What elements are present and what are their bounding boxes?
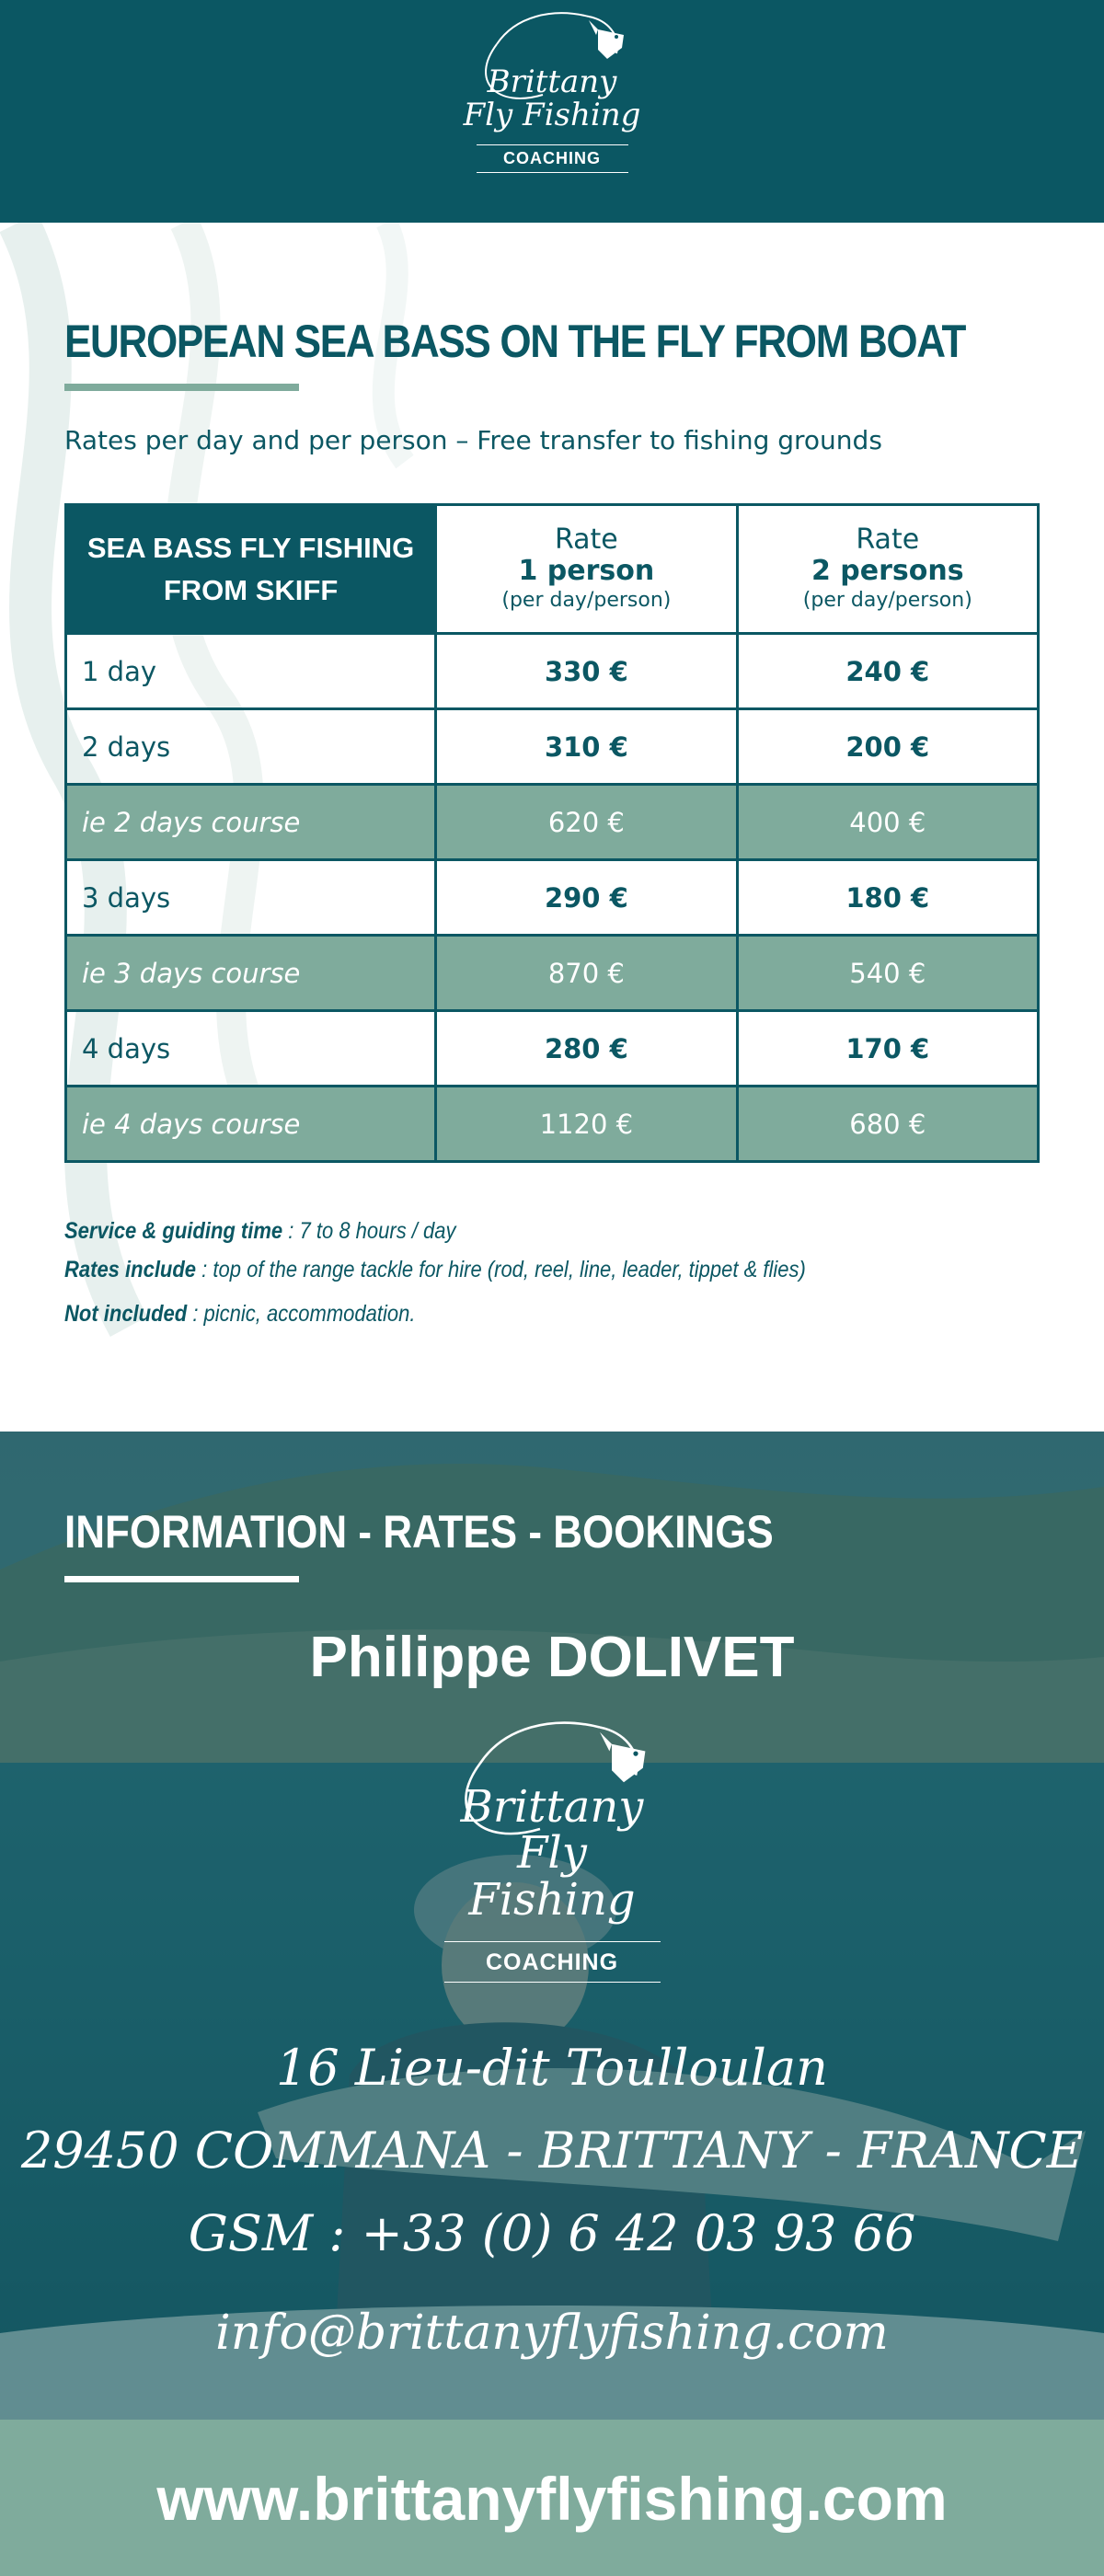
website-link[interactable]: www.brittanyflyfishing.com — [156, 2465, 948, 2533]
contact-name: Philippe DOLIVET — [309, 1626, 795, 1689]
price-1-person: 310 € — [436, 709, 737, 785]
brand-name-line2: Fly Fishing — [463, 96, 641, 133]
price-2-persons: 180 € — [737, 860, 1038, 936]
address-street: 16 Lieu-dit Toulloulan — [276, 2039, 828, 2097]
address-city: 29450 COMMANA - BRITTANY - FRANCE — [20, 2122, 1084, 2179]
duration-cell: ie 3 days course — [66, 936, 436, 1011]
page-title: EUROPEAN SEA BASS ON THE FLY FROM BOAT — [64, 316, 966, 367]
note-label: Not included — [64, 1301, 188, 1327]
rates-section — [0, 223, 1104, 1432]
rates-table — [64, 503, 1040, 1163]
price-2-persons: 400 € — [737, 785, 1038, 860]
price-1-person: 870 € — [436, 936, 737, 1011]
phone-number[interactable]: GSM : +33 (0) 6 42 03 93 66 — [188, 2204, 916, 2262]
contact-section — [0, 1432, 1104, 2420]
rate-unit: (per day/person) — [501, 588, 672, 612]
table-row — [66, 936, 1039, 1011]
duration-cell: ie 4 days course — [66, 1087, 436, 1162]
price-2-persons: 200 € — [737, 709, 1038, 785]
duration-cell: 2 days — [66, 709, 436, 785]
note-text: : picnic, accommodation. — [187, 1301, 416, 1327]
table-row — [66, 709, 1039, 785]
price-2-persons: 240 € — [737, 634, 1038, 709]
title-underline — [64, 384, 299, 391]
brand-logo — [460, 7, 644, 173]
rate-label: Rate — [554, 523, 618, 556]
table-header-row — [66, 505, 1039, 634]
table-row — [66, 860, 1039, 936]
note-service-time — [64, 1212, 806, 1250]
brand-name-line2: Fly Fishing — [468, 1827, 636, 1926]
header-service-line2: FROM SKIFF — [163, 573, 339, 606]
brand-name — [460, 63, 644, 133]
rate-people: 2 persons — [811, 554, 964, 587]
brand-tagline: COACHING — [503, 149, 601, 168]
brand-name-line1: Brittany — [487, 63, 617, 100]
page-subtitle: Rates per day and per person – Free transfer to fishing grounds — [64, 425, 882, 455]
header-service-line1: SEA BASS FLY FISHING — [86, 531, 415, 564]
price-1-person: 290 € — [436, 860, 737, 936]
footer — [0, 2420, 1104, 2576]
info-title: INFORMATION - RATES - BOOKINGS — [64, 1506, 774, 1558]
rate-people: 1 person — [518, 554, 655, 587]
logo-divider — [444, 1941, 661, 1942]
table-header-2-persons — [737, 505, 1038, 634]
table-header-1-person — [436, 505, 737, 634]
logo-divider — [477, 144, 628, 145]
price-1-person: 1120 € — [436, 1087, 737, 1162]
price-1-person: 330 € — [436, 634, 737, 709]
note-rates-include — [64, 1250, 806, 1289]
note-not-included — [64, 1294, 806, 1333]
header-band — [0, 0, 1104, 223]
price-1-person: 620 € — [436, 785, 737, 860]
brand-name — [432, 1781, 672, 1926]
table-row — [66, 1011, 1039, 1087]
brand-tagline: COACHING — [485, 1949, 619, 1976]
price-2-persons: 170 € — [737, 1011, 1038, 1087]
duration-cell: 1 day — [66, 634, 436, 709]
price-2-persons: 540 € — [737, 936, 1038, 1011]
table-row — [66, 634, 1039, 709]
duration-cell: 4 days — [66, 1011, 436, 1087]
table-row — [66, 785, 1039, 860]
email-link[interactable]: info@brittanyflyfishing.com — [215, 2306, 889, 2361]
table-row — [66, 1087, 1039, 1162]
rate-unit: (per day/person) — [802, 588, 972, 612]
table-header-service — [66, 505, 436, 634]
note-label: Rates include — [64, 1257, 197, 1282]
duration-cell: ie 2 days course — [66, 785, 436, 860]
duration-cell: 3 days — [66, 860, 436, 936]
note-text: : 7 to 8 hours / day — [282, 1218, 456, 1244]
price-2-persons: 680 € — [737, 1087, 1038, 1162]
note-label: Service & guiding time — [64, 1218, 283, 1244]
terms-notes — [64, 1212, 806, 1333]
brand-name-line1: Brittany — [460, 1781, 644, 1833]
logo-divider-bottom — [444, 1982, 661, 1983]
logo-divider-bottom — [477, 172, 628, 173]
rate-label: Rate — [856, 523, 920, 556]
brand-logo-large — [432, 1712, 672, 1983]
info-title-underline — [64, 1576, 299, 1582]
note-text: : top of the range tackle for hire (rod, reel, line, leader, tippet & flies) — [196, 1257, 806, 1282]
price-1-person: 280 € — [436, 1011, 737, 1087]
